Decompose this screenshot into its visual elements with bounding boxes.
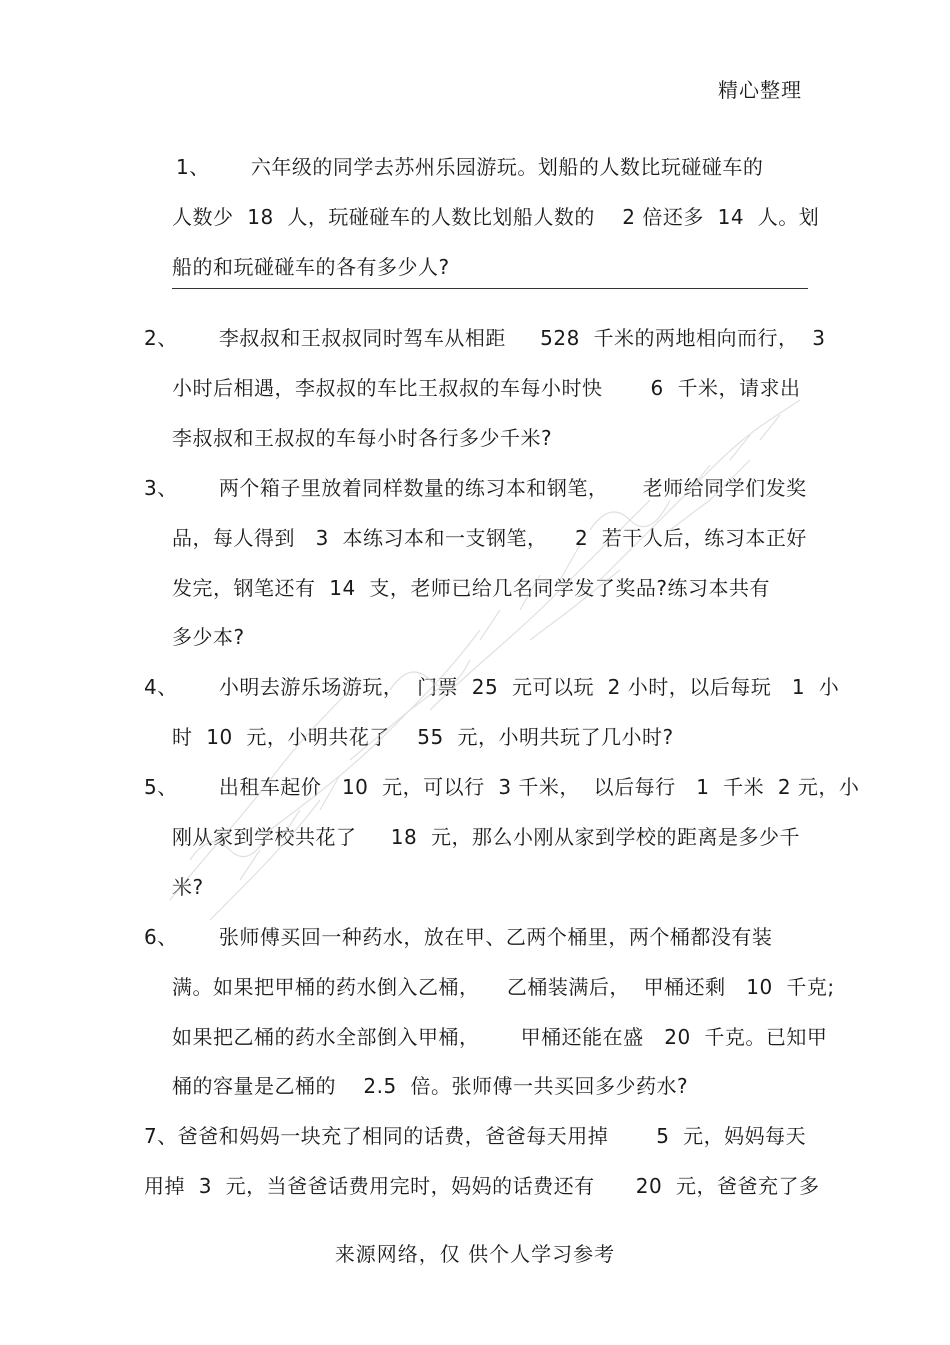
question-7-line-2: 用掉 3 元，当爸爸话费用完时，妈妈的话费还有 20 元，爸爸充了多: [144, 1174, 820, 1198]
question-4-line-2: 时 10 元，小明共花了 55 元，小明共玩了几小时?: [172, 725, 674, 749]
question-1-line-3: 船的和玩碰碰车的各有多少人?: [172, 255, 450, 279]
question-5-line-1: 5、 出租车起价 10 元，可以行 3 千米， 以后每行 1 千米 2 元，小: [144, 775, 860, 799]
question-1-line-2: 人数少 18 人，玩碰碰车的人数比划船人数的 2 倍还多 14 人。划: [172, 205, 820, 229]
question-3-line-4: 多少本?: [172, 625, 245, 649]
question-6-line-1: 6、 张师傅买回一种药水，放在甲、乙两个桶里，两个桶都没有装: [144, 925, 773, 949]
question-3-line-3: 发完，钢笔还有 14 支，老师已给几名同学发了奖品?练习本共有: [172, 576, 770, 600]
section-divider: [172, 288, 808, 289]
question-1-line-1: 1、 六年级的同学去苏州乐园游玩。划船的人数比玩碰碰车的: [176, 155, 764, 179]
question-6-line-2: 满。如果把甲桶的药水倒入乙桶， 乙桶装满后， 甲桶还剩 10 千克;: [172, 975, 835, 999]
question-3-line-1: 3、 两个箱子里放着同样数量的练习本和钢笔， 老师给同学们发奖: [144, 476, 807, 500]
footer-note: 来源网络，仅 供个人学习参考: [334, 1242, 616, 1266]
question-3-line-2: 品，每人得到 3 本练习本和一支钢笔， 2 若干人后，练习本正好: [172, 526, 807, 550]
question-5-line-2: 刚从家到学校共花了 18 元，那么小刚从家到学校的距离是多少千: [172, 825, 800, 849]
watermark-image: [150, 380, 830, 940]
question-4-line-1: 4、 小明去游乐场游玩， 门票 25 元可以玩 2 小时，以后每玩 1 小: [144, 675, 840, 699]
question-6-line-3: 如果把乙桶的药水全部倒入甲桶， 甲桶还能在盛 20 千克。已知甲: [172, 1025, 828, 1049]
question-2-line-3: 李叔叔和王叔叔的车每小时各行多少千米?: [172, 426, 553, 450]
question-2-line-1: 2、 李叔叔和王叔叔同时驾车从相距 528 千米的两地相向而行， 3: [144, 326, 826, 350]
header-note: 精心整理: [718, 78, 802, 102]
question-6-line-4: 桶的容量是乙桶的 2.5 倍。张师傅一共买回多少药水?: [172, 1074, 689, 1098]
question-2-line-2: 小时后相遇，李叔叔的车比王叔叔的车每小时快 6 千米，请求出: [172, 376, 801, 400]
question-5-line-3: 米?: [172, 875, 204, 899]
question-7-line-1: 7、爸爸和妈妈一块充了相同的话费，爸爸每天用掉 5 元，妈妈每天: [144, 1124, 807, 1148]
